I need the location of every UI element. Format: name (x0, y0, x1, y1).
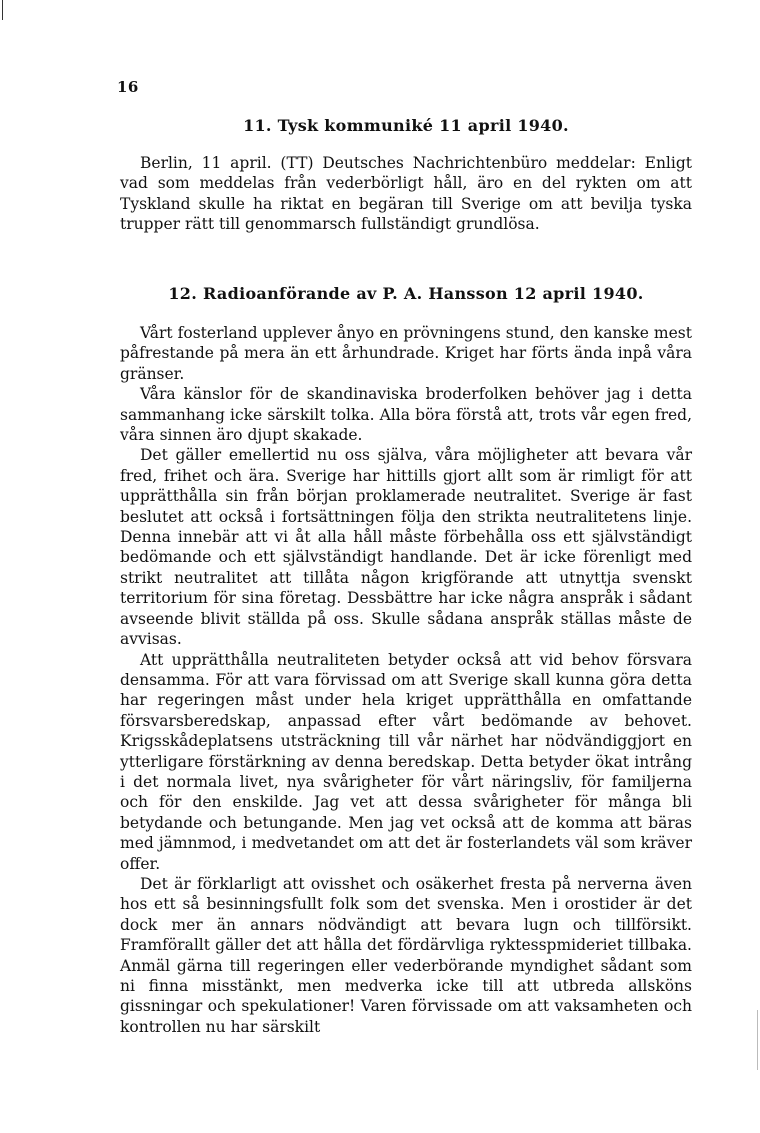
scan-edge-mark (2, 0, 3, 20)
page-number: 16 (117, 78, 139, 96)
scan-edge-mark-right (757, 1010, 758, 1070)
paragraph: Våra känslor för de skandinaviska broderfolken behöver jag i detta sammanhang icke särskilt tolka. Alla böra förstå att, trots vår egen fred, våra sinnen äro djupt skakade. (120, 385, 692, 445)
paragraph: Det är förklarligt att ovisshet och osäkerhet fresta på nerverna även hos ett så besinningsfullt folk som det svenska. Men i orostider är det dock mer än annars nödvändigt att bevara lugn och tillförsikt. Framförallt gäller det att hålla det fördärvliga ryktesspmideriet tillbaka. Anmäl gärna till regeringen eller vederbörande myndighet sådant som ni finna misstänkt, men medverka icke till att utbreda allsköns gissningar och spekulationer! Varen förvissade om att vaksamheten och kontrollen nu har särskilt (120, 874, 692, 1036)
paragraph: Vårt fosterland upplever ånyo en prövningens stund, den kanske mest påfrestande på mera än ett århundrade. Kriget har förts ända inpå våra gränser. (120, 324, 692, 383)
section-12 (120, 284, 692, 1037)
paragraph: Det gäller emellertid nu oss själva, våra möjligheter att bevara vår fred, frihet och ära. Sverige har hittills gjort allt som är rimligt för att upprätthålla sin från början proklamerade neutralitet. Sverige är fast beslutet att också i fortsättningen följa den strikta neutralitetens linje. Denna innebär att vi åt alla håll måste förbehålla oss ett självständigt bedömande och ett självständigt handlande. Det är icke förenligt med strikt neutralitet att tillåta någon krigförande att utnyttja svenskt territorium för sina företag. Dessbättre har icke några anspråk i sådant avseende blivit ställda på oss. Skulle sådana anspråk ställas måste de avvisas. (120, 446, 692, 649)
section-heading: 12. Radioanförande av P. A. Hansson 12 april 1940. (168, 284, 644, 303)
section-11 (120, 116, 692, 235)
paragraph: Att upprätthålla neutraliteten betyder också att vid behov försvara densamma. För att vara förvissad om att Sverige skall kunna göra detta har regeringen måst under hela kriget upprätthålla en omfattande försvarsberedskap, anpassad efter vårt bedömande av behovet. Krigsskådeplatsens utsträckning till vår närhet har nödvändiggjort en ytterligare förstärkning av denna beredskap. Detta betyder ökat intrång i det normala livet, nya svårigheter för vårt näringsliv, för familjerna och för den enskilde. Jag vet att dessa svårigheter för många bli betydande och betungande. Men jag vet också att de komma att bäras med jämnmod, i medvetandet om att det är fosterlandets väl som kräver offer. (120, 650, 692, 873)
section-heading: 11. Tysk kommuniké 11 april 1940. (243, 116, 569, 135)
paragraph: Berlin, 11 april. (TT) Deutsches Nachrichtenbüro meddelar: Enligt vad som meddelas från vederbörligt håll, äro en del rykten om att Tyskland skulle ha riktat en begäran till Sverige om att bevilja tyska trupper rätt till genommarsch fullständigt grundlösa. (120, 154, 692, 234)
